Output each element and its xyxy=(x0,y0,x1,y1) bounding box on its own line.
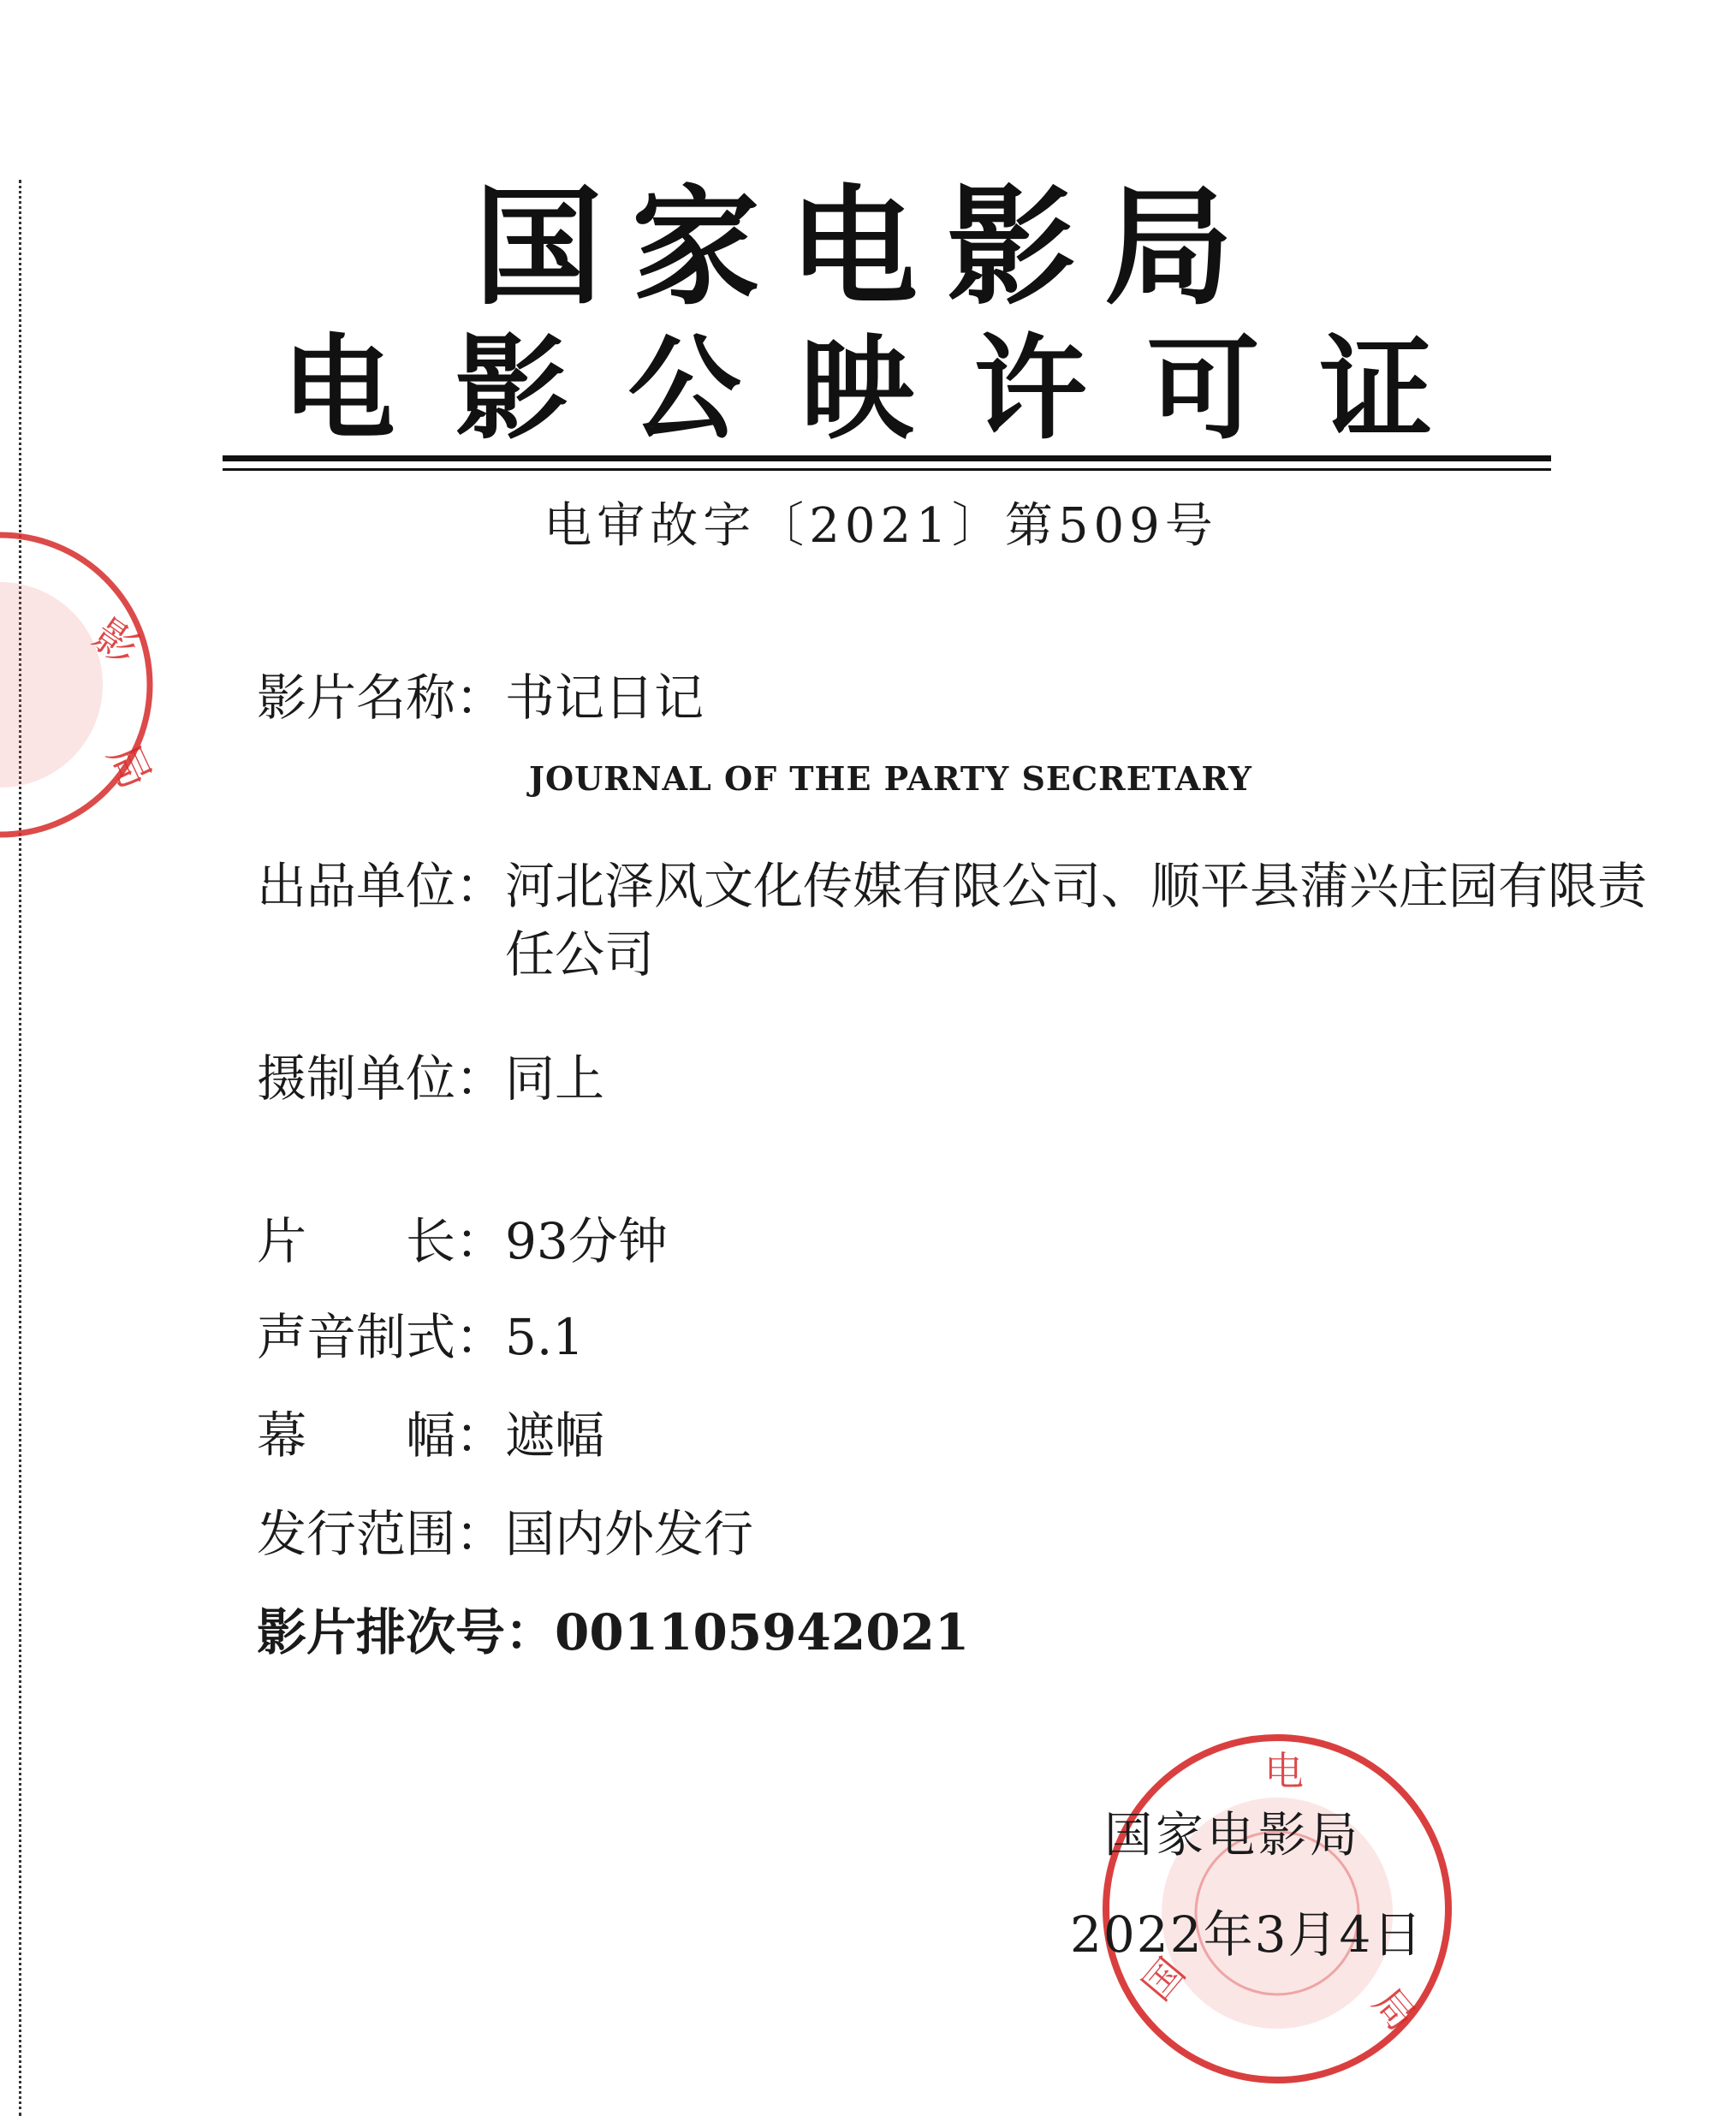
production-label: 摄制单位： xyxy=(257,1049,506,1108)
distribution-row xyxy=(257,1500,753,1568)
length-value: 93分钟 xyxy=(505,1212,668,1270)
sound-row xyxy=(257,1303,584,1371)
binding-dotted-line xyxy=(19,180,21,2116)
production-value: 同上 xyxy=(505,1049,605,1108)
screen-value: 遮幅 xyxy=(505,1406,605,1465)
serial-value: 001105942021 xyxy=(555,1603,970,1661)
signatory: 国家电影局 xyxy=(1104,1808,1361,1863)
distribution-label: 发行范围： xyxy=(257,1505,506,1563)
svg-text:国: 国 xyxy=(1133,1949,1194,2010)
svg-text:电: 电 xyxy=(1264,1748,1304,1794)
title-rule-thick xyxy=(223,455,1551,461)
document-number: 电审故字〔2021〕第509号 xyxy=(544,498,1218,554)
title-rule-thin xyxy=(223,468,1551,471)
sound-value: 5.1 xyxy=(505,1308,585,1366)
length-label: 片 长： xyxy=(257,1212,506,1270)
film-name-label: 影片名称： xyxy=(257,669,506,727)
certificate-title: 电影公映许可证 xyxy=(282,324,1493,455)
film-name-row xyxy=(257,663,704,732)
screen-row xyxy=(257,1401,604,1470)
producer-row xyxy=(257,852,1686,989)
length-row xyxy=(257,1207,668,1275)
screen-label: 幕 幅： xyxy=(257,1406,506,1465)
issuer-heading: 国家电影局 xyxy=(473,174,1262,323)
svg-text:影: 影 xyxy=(84,609,148,675)
producer-value: 河北泽风文化传媒有限公司、顺平县蒲兴庄园有限责任公司 xyxy=(505,857,1648,984)
sound-label: 声音制式： xyxy=(257,1308,506,1366)
serial-row xyxy=(257,1598,969,1667)
distribution-value: 国内外发行 xyxy=(505,1505,754,1563)
producer-label: 出品单位： xyxy=(257,857,506,915)
svg-text:局: 局 xyxy=(1364,1979,1425,2040)
svg-text:局: 局 xyxy=(98,736,161,797)
official-seal-icon xyxy=(0,514,197,856)
film-name-value: 书记日记 xyxy=(505,669,705,727)
issue-date: 2022年3月4日 xyxy=(1070,1905,1424,1964)
film-name-english: JOURNAL OF THE PARTY SECRETARY xyxy=(529,759,1252,798)
production-row xyxy=(257,1044,604,1113)
serial-label: 影片排次号： xyxy=(257,1603,556,1661)
